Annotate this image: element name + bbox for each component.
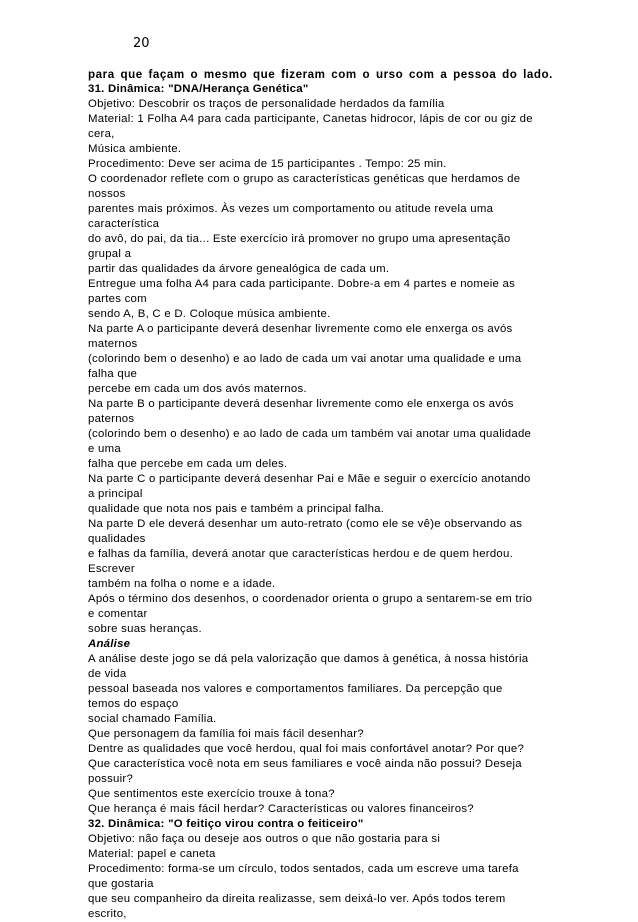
text-line: Após o término dos desenhos, o coordenador orienta o grupo a sentarem-se em trio [88, 593, 533, 605]
text-line: (colorindo bem o desenho) e ao lado de cada um também vai anotar uma qualidade [88, 428, 532, 440]
text-line: que seu companheiro da direita realizasse, sem deixá-lo ver. Após todos terem [88, 893, 506, 905]
text-line: partes com [88, 293, 147, 305]
text-line: Que característica você nota em seus familiares e você ainda não possui? Deseja [88, 758, 522, 770]
text-line: Na parte D ele deverá desenhar um auto-retrato (como ele se vê)e observando as [88, 518, 523, 530]
text-line: para que façam o mesmo que fizeram com o urso com a pessoa do lado. [88, 68, 553, 81]
text-line: Na parte A o participante deverá desenhar livremente como ele enxerga os avós [88, 323, 513, 335]
text-line: Que sentimentos este exercício trouxe à tona? [88, 788, 335, 800]
text-line: qualidade que nota nos pais e também a principal falha. [88, 503, 385, 515]
document-body [88, 67, 558, 922]
text-line: do avô, do pai, da tia... Este exercício irá promover no grupo uma apresentação [88, 233, 511, 245]
text-line: Procedimento: forma-se um círculo, todos sentados, cada um escreve uma tarefa [88, 863, 519, 875]
text-line: Que personagem da família foi mais fácil desenhar? [88, 728, 364, 740]
text-line: grupal a [88, 248, 132, 260]
text-line: paternos [88, 413, 135, 425]
text-line: Objetivo: Descobrir os traços de personalidade herdados da família [88, 98, 445, 110]
text-line: escrito, [88, 908, 127, 920]
text-line: a principal [88, 488, 143, 500]
text-line: parentes mais próximos. Às vezes um comportamento ou atitude revela uma [88, 203, 494, 215]
text-line: falha que [88, 368, 138, 380]
text-line: percebe em cada um dos avós maternos. [88, 383, 307, 395]
text-line: também na folha o nome e a idade. [88, 578, 276, 590]
text-line: que gostaria [88, 878, 154, 890]
text-line: Objetivo: não faça ou deseje aos outros o que não gostaria para si [88, 833, 441, 845]
text-line: Que herança é mais fácil herdar? Características ou valores financeiros? [88, 803, 474, 815]
text-line: e comentar [88, 608, 148, 620]
text-line: Material: 1 Folha A4 para cada participante, Canetas hidrocor, lápis de cor ou giz de [88, 113, 533, 125]
page-number: 20 [133, 36, 150, 51]
text-line: Na parte C o participante deverá desenhar Pai e Mãe e seguir o exercício anotando [88, 473, 531, 485]
text-line: Na parte B o participante deverá desenhar livremente como ele enxerga os avós [88, 398, 514, 410]
text-line: (colorindo bem o desenho) e ao lado de cada um vai anotar uma qualidade e uma [88, 353, 522, 365]
text-line: temos do espaço [88, 698, 179, 710]
text-line: falha que percebe em cada um deles. [88, 458, 288, 470]
text-line: qualidades [88, 533, 146, 545]
text-line: Material: papel e caneta [88, 848, 216, 860]
text-line: Procedimento: Deve ser acima de 15 participantes . Tempo: 25 min. [88, 158, 447, 170]
text-line: de vida [88, 668, 127, 680]
text-line: pessoal baseada nos valores e comportamentos familiares. Da percepção que [88, 683, 503, 695]
text-line: Escrever [88, 563, 135, 575]
text-line: 31. Dinâmica: "DNA/Herança Genética" [88, 83, 309, 95]
text-line: Música ambiente. [88, 143, 182, 155]
text-line: A análise deste jogo se dá pela valorização que damos à genética, à nossa história [88, 653, 529, 665]
text-line: Análise [88, 638, 131, 650]
text-line: 32. Dinâmica: "O feitiço virou contra o feiticeiro" [88, 818, 364, 830]
text-line: cera, [88, 128, 115, 140]
text-line: e uma [88, 443, 121, 455]
text-line: Entregue uma folha A4 para cada participante. Dobre-a em 4 partes e nomeie as [88, 278, 516, 290]
text-line: sobre suas heranças. [88, 623, 202, 635]
text-line: nossos [88, 188, 126, 200]
text-line: possuir? [88, 773, 134, 785]
text-line: sendo A, B, C e D. Coloque música ambiente. [88, 308, 331, 320]
text-line: característica [88, 218, 160, 230]
text-line: e falhas da família, deverá anotar que características herdou e de quem herdou. [88, 548, 513, 560]
text-line: partir das qualidades da árvore genealógica de cada um. [88, 263, 390, 275]
text-line: social chamado Família. [88, 713, 217, 725]
text-line: O coordenador reflete com o grupo as características genéticas que herdamos de [88, 173, 521, 185]
text-line: maternos [88, 338, 138, 350]
text-line: Dentre as qualidades que você herdou, qual foi mais confortável anotar? Por que? [88, 743, 525, 755]
